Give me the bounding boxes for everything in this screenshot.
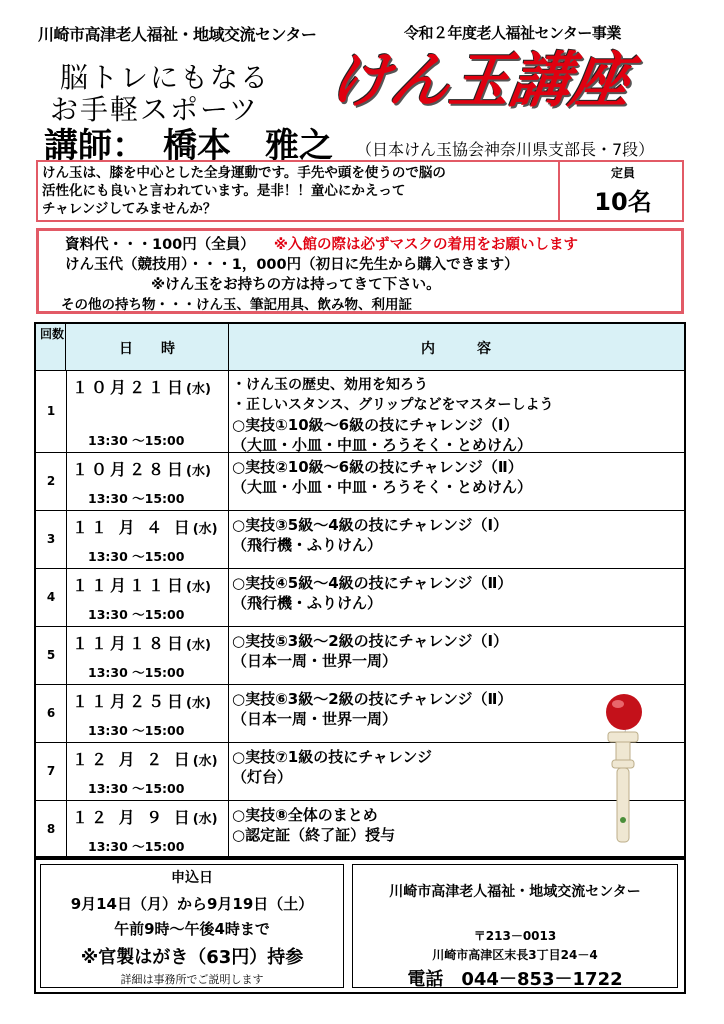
- session-content-line: ○実技②10級～6級の技にチャレンジ（Ⅱ）: [232, 458, 523, 476]
- capacity-value: 10名: [594, 188, 652, 216]
- session-number-cell: [36, 569, 67, 627]
- tagline-1: 脳トレにもなる: [60, 61, 271, 94]
- material-fee: 資料代・・・100円（全員）: [65, 237, 255, 253]
- session-date: [72, 805, 218, 828]
- session-weekday: (水): [186, 638, 211, 653]
- session-content-line: （大皿・小皿・中皿・ろうそく・とめけん）: [232, 436, 533, 454]
- contact-org: 川崎市高津老人福祉・地域交流センター: [389, 884, 641, 900]
- contact-box: [352, 864, 678, 988]
- session-content-line: （日本一周・世界一周）: [232, 710, 398, 728]
- session-number: 5: [46, 648, 56, 662]
- session-weekday: (水): [186, 464, 211, 479]
- apply-title: 申込日: [171, 870, 213, 886]
- session-time: 13:30 ～15:00: [88, 433, 185, 448]
- tagline-2: お手軽スポーツ: [50, 93, 259, 126]
- session-date-cell: [66, 511, 229, 569]
- session-number-cell: [36, 453, 67, 511]
- session-date-cell: [66, 371, 229, 453]
- page-title: けん玉講座: [325, 46, 635, 116]
- bottom-panel: [34, 858, 686, 994]
- session-date: [72, 747, 218, 770]
- session-number: 7: [46, 764, 56, 778]
- session-date-text: １１ 月 ４ 日: [72, 518, 193, 537]
- session-date: [72, 631, 211, 654]
- session-time: 13:30 ～15:00: [88, 549, 185, 564]
- session-content: [232, 689, 512, 729]
- session-date-cell: [66, 453, 229, 511]
- kendama-fee: けん玉代（競技用）・・・1，000円（初日に先生から購入できます）: [65, 257, 519, 273]
- session-content: [232, 515, 508, 555]
- session-time: 13:30 ～15:00: [88, 607, 185, 622]
- table-row: [36, 800, 684, 859]
- session-time: 13:30 ～15:00: [88, 491, 185, 506]
- session-number: 4: [46, 590, 56, 604]
- session-number-cell: [36, 685, 67, 743]
- session-number-cell: [36, 801, 67, 859]
- session-number-cell: [36, 511, 67, 569]
- apply-detail: 詳細は事務所でご説明します: [120, 973, 264, 986]
- session-time: 13:30 ～15:00: [88, 839, 185, 854]
- apply-postcard: ※官製はがき（63円）持参: [80, 947, 304, 968]
- intro-line-3: チャレンジしてみませんか？: [42, 201, 217, 217]
- table-row: [36, 626, 684, 685]
- session-content-line: （飛行機・ふりけん）: [232, 536, 383, 554]
- intro-box: [36, 160, 684, 222]
- session-number-cell: [36, 743, 67, 801]
- session-content: [232, 457, 532, 497]
- session-content-line: ○実技④5級～4級の技にチャレンジ（Ⅱ）: [232, 574, 513, 592]
- session-date: [72, 573, 211, 596]
- capacity-label: 定員: [610, 166, 635, 180]
- session-number-cell: [36, 371, 67, 453]
- table-row: [36, 370, 684, 453]
- table-row: [36, 742, 684, 801]
- session-date-text: １１月１１日: [72, 576, 187, 595]
- session-content-line: ○実技⑤3級～2級の技にチャレンジ（Ⅰ）: [232, 632, 509, 650]
- session-number: 6: [46, 706, 56, 720]
- session-content-line: ・正しいスタンス、グリップなどをマスターしよう: [232, 397, 554, 413]
- apply-period: 9月14日（月）から9月19日（土）: [70, 895, 314, 913]
- fee-box: [36, 228, 684, 314]
- session-content: [232, 631, 508, 671]
- session-number-cell: [36, 627, 67, 685]
- session-content-line: ○実技⑦1級の技にチャレンジ: [232, 748, 433, 766]
- table-row: [36, 568, 684, 627]
- session-date-cell: [66, 685, 229, 743]
- session-content: [232, 805, 395, 845]
- session-weekday: (水): [186, 382, 211, 397]
- session-weekday: (水): [192, 522, 218, 537]
- header-content: 内 容: [421, 341, 491, 357]
- intro-line-1: けん玉は、膝を中心とした全身運動です。手先や頭を使うので脳の: [42, 165, 446, 181]
- session-weekday: (水): [192, 754, 218, 769]
- program-name: 令和２年度老人福祉センター事業: [404, 24, 621, 42]
- session-number: 3: [46, 532, 56, 546]
- session-weekday: (水): [192, 812, 218, 827]
- session-date-cell: [66, 569, 229, 627]
- application-box: [40, 864, 344, 988]
- intro-line-2: 活性化にも良いと言われています。是非！！童心にかえって: [42, 183, 406, 199]
- session-date-text: １２ 月 ９ 日: [72, 808, 193, 827]
- session-content-line: ○実技③5級～4級の技にチャレンジ（Ⅰ）: [232, 516, 509, 534]
- session-date: [72, 457, 211, 480]
- mask-notice: ※入館の際は必ずマスクの着用をお願いします: [273, 237, 578, 253]
- session-content-line: （灯台）: [232, 768, 293, 786]
- session-date: [72, 689, 211, 712]
- session-content: [232, 375, 553, 455]
- other-items: その他の持ち物・・・けん玉、筆記用具、飲み物、利用証: [61, 297, 412, 313]
- session-content-line: ○実技⑧全体のまとめ: [232, 806, 378, 824]
- org-name: 川崎市高津老人福祉・地域交流センター: [38, 25, 317, 44]
- schedule-table: [34, 322, 686, 858]
- contact-address: 川崎市高津区末長3丁目24－4: [432, 948, 598, 962]
- intro-text: [42, 164, 552, 218]
- session-date-cell: [66, 801, 229, 859]
- table-row: [36, 684, 684, 743]
- session-content-line: ○実技①10級～6級の技にチャレンジ（Ⅰ）: [232, 416, 519, 434]
- session-time: 13:30 ～15:00: [88, 781, 185, 796]
- apply-hours: 午前9時～午後4時まで: [114, 920, 270, 938]
- header-date: 日 時: [119, 341, 175, 357]
- session-time: 13:30 ～15:00: [88, 723, 185, 738]
- session-content-line: ○認定証（終了証）授与: [232, 826, 396, 844]
- kendama-icon: [596, 688, 652, 848]
- session-date-text: １０月２１日: [72, 378, 187, 397]
- session-content-line: （日本一周・世界一周）: [232, 652, 398, 670]
- session-content: [232, 747, 432, 787]
- own-kendama-note: ※けん玉をお持ちの方は持ってきて下さい。: [151, 277, 441, 293]
- header-date-cell: [66, 324, 229, 370]
- contact-phone: 電話 044－853－1722: [407, 969, 623, 990]
- session-date-text: １０月２８日: [72, 460, 187, 479]
- session-date: [72, 375, 211, 398]
- session-date-cell: [66, 627, 229, 685]
- table-header: [36, 324, 684, 370]
- session-content-line: ・けん玉の歴史、効用を知ろう: [232, 377, 428, 393]
- capacity-box: [558, 160, 686, 222]
- session-weekday: (水): [186, 580, 211, 595]
- table-row: [36, 510, 684, 569]
- session-date: [72, 515, 218, 538]
- session-date-text: １２ 月 ２ 日: [72, 750, 193, 769]
- lecturer-note: （日本けん玉協会神奈川県支部長・7段）: [356, 140, 655, 159]
- session-number: 8: [46, 822, 56, 836]
- session-number: 1: [46, 404, 56, 418]
- session-content-line: （飛行機・ふりけん）: [232, 594, 383, 612]
- table-row: [36, 452, 684, 511]
- session-weekday: (水): [186, 696, 211, 711]
- session-content-line: ○実技⑥3級～2級の技にチャレンジ（Ⅱ）: [232, 690, 513, 708]
- session-date-cell: [66, 743, 229, 801]
- lecturer-name: 講師： 橋本 雅之: [44, 126, 333, 166]
- session-number: 2: [46, 474, 56, 488]
- header-num: 回数: [36, 324, 66, 370]
- session-date-text: １１月１８日: [72, 634, 187, 653]
- session-content-line: （大皿・小皿・中皿・ろうそく・とめけん）: [232, 478, 533, 496]
- contact-postal: 〒213－0013: [473, 929, 557, 943]
- session-content: [232, 573, 512, 613]
- session-date-text: １１月２５日: [72, 692, 187, 711]
- session-time: 13:30 ～15:00: [88, 665, 185, 680]
